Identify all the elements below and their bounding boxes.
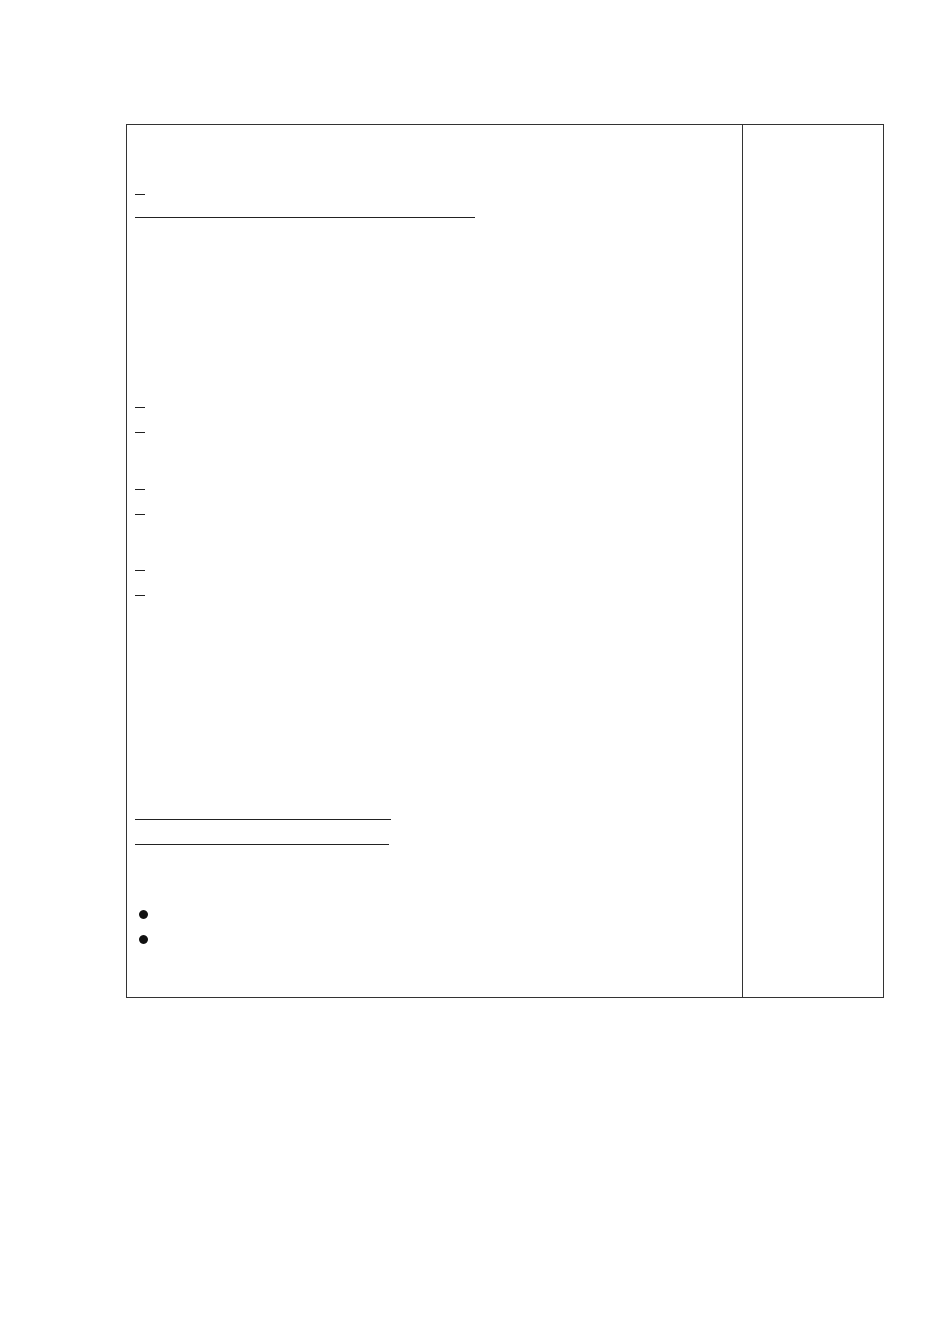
fill-blank[interactable] <box>135 830 239 845</box>
fill-line2 <box>135 830 389 851</box>
answer-dash <box>135 514 145 515</box>
answer-dash <box>135 489 145 490</box>
bullet-item <box>135 905 168 925</box>
fill-blank[interactable] <box>135 805 239 820</box>
part1-line1 <box>135 680 167 700</box>
answer-dash <box>135 432 145 433</box>
answer-dash <box>135 595 145 596</box>
worksheet-table <box>126 124 884 998</box>
bullet-item <box>135 930 168 950</box>
answer-dash <box>135 407 145 408</box>
fill-blank[interactable] <box>239 805 391 820</box>
table-column-divider <box>742 124 743 998</box>
fill-blank[interactable] <box>135 203 475 218</box>
fill-blank[interactable] <box>239 830 389 845</box>
bullet-icon <box>139 910 148 919</box>
fill-line1 <box>135 805 391 826</box>
q2-continuation <box>135 203 475 224</box>
answer-dash <box>135 570 145 571</box>
bullet-icon <box>139 935 148 944</box>
answer-dash <box>135 194 145 195</box>
